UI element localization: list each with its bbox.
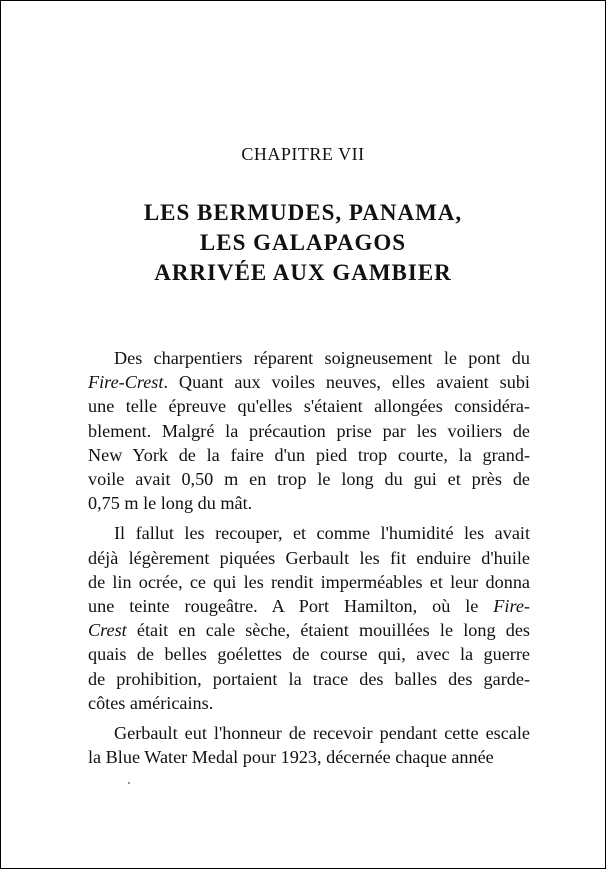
text-line xyxy=(88,443,530,467)
text-run: Il fallut les recouper, et comme l'humidité les avait xyxy=(114,523,530,544)
text-line xyxy=(88,642,530,666)
text-run: 0,75 m le long du mât. xyxy=(88,493,253,514)
text-run: une teinte rougeâtre. A Port Hamilton, où le xyxy=(88,596,494,617)
text-line xyxy=(88,346,530,370)
text-line xyxy=(88,370,530,394)
chapter-title xyxy=(0,198,606,288)
text-run: Des charpentiers réparent soigneusement le pont du xyxy=(114,348,530,368)
paragraph xyxy=(88,521,530,715)
text-line xyxy=(88,467,530,491)
italic-text: Fire- xyxy=(493,596,530,617)
text-run: de prohibition, portaient la trace des balles des garde- xyxy=(88,668,530,689)
text-line xyxy=(88,667,530,691)
chapter-title-line: ARRIVÉE AUX GAMBIER xyxy=(154,260,452,285)
text-line xyxy=(88,691,530,715)
text-run: la Blue Water Medal pour 1923, décernée chaque année xyxy=(88,747,494,768)
chapter-title-line: LES BERMUDES, PANAMA, xyxy=(143,200,463,225)
text-run: côtes américains. xyxy=(88,692,214,713)
italic-text: Fire-Crest xyxy=(88,372,164,393)
text-run: quais de belles goélettes de course qui, avec la guerre xyxy=(88,644,530,665)
italic-text: Crest xyxy=(88,620,127,641)
text-line xyxy=(88,594,530,618)
text-run: une telle épreuve qu'elles s'étaient allongées considéra- xyxy=(88,396,530,417)
text-run: était en cale sèche, étaient mouillées le long des xyxy=(126,620,530,641)
paragraph xyxy=(88,346,530,515)
text-line xyxy=(88,546,530,570)
body-text xyxy=(88,346,530,775)
text-run: blement. Malgré la précaution prise par les voiliers de xyxy=(88,420,530,441)
text-line xyxy=(88,745,530,769)
text-run: New York de la faire d'un pied trop courte, la grand- xyxy=(88,444,530,465)
chapter-title-line: LES GALAPAGOS xyxy=(199,230,407,255)
text-run: Gerbault eut l'honneur de recevoir pendant cette escale xyxy=(114,723,530,744)
text-line xyxy=(88,491,530,515)
text-run: . Quant aux voiles neuves, elles avaient subi xyxy=(163,372,530,393)
text-run: voile avait 0,50 m en trop le long du gui et près de xyxy=(88,469,530,490)
text-line xyxy=(88,570,530,594)
text-line xyxy=(88,394,530,418)
text-run: de lin ocrée, ce qui les rendit imperméables et leur donna xyxy=(88,571,530,592)
print-speck xyxy=(128,782,130,784)
text-line xyxy=(88,419,530,443)
paragraph xyxy=(88,721,530,769)
text-run: déjà légèrement piquées Gerbault les fit enduire d'huile xyxy=(88,547,530,568)
text-line xyxy=(88,721,530,745)
text-line xyxy=(88,618,530,642)
chapter-number: CHAPITRE VII xyxy=(241,144,365,164)
text-line xyxy=(88,521,530,545)
